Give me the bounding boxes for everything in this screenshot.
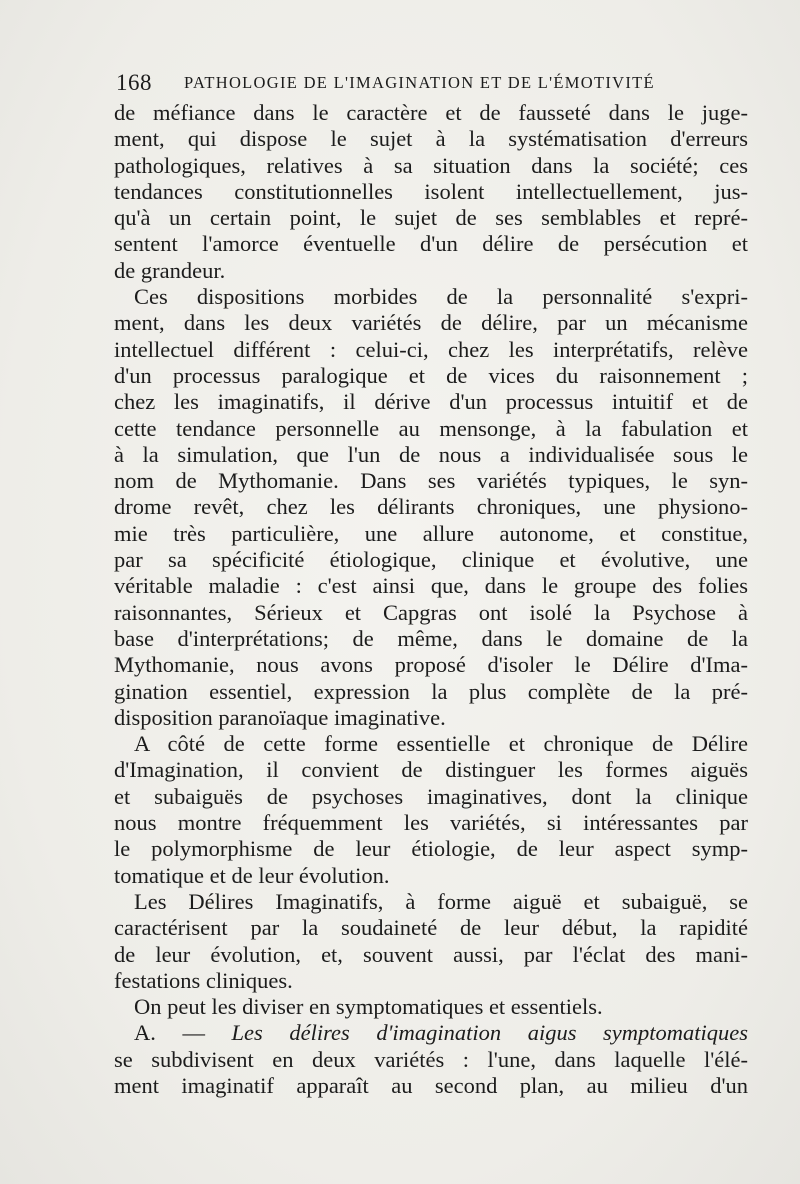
- text-line: ment, qui dispose le sujet à la systématisation d'erreurs: [114, 126, 748, 152]
- text-line: caractérisent par la soudaineté de leur début, la rapidité: [114, 915, 748, 941]
- text-line: raisonnantes, Sérieux et Capgras ont isolé la Psychose à: [114, 599, 748, 625]
- text-line: A côté de cette forme essentielle et chronique de Délire: [134, 731, 748, 757]
- text-line: sentent l'amorce éventuelle d'un délire de persécution et: [114, 231, 748, 257]
- text-line: à la simulation, que l'un de nous a individualisée sous le: [114, 441, 748, 467]
- text-line: festations cliniques.: [114, 967, 293, 993]
- text-line: de méfiance dans le caractère et de fausseté dans le juge-: [114, 100, 748, 125]
- text-line: de leur évolution, et, souvent aussi, par l'éclat des mani-: [114, 941, 748, 967]
- section-dash: —: [182, 1020, 205, 1046]
- text-line: mie très particulière, une allure autonome, et constitue,: [114, 520, 748, 546]
- text-line: cette tendance personnelle au mensonge, à la fabulation et: [114, 415, 748, 441]
- text-line: nous montre fréquemment les variétés, si intéressantes par: [114, 810, 748, 836]
- text-line: le polymorphisme de leur étiologie, de leur aspect symp-: [114, 836, 748, 862]
- text-line: Ces dispositions morbides de la personnalité s'expri-: [134, 284, 748, 310]
- text-line: tomatique et de leur évolution.: [114, 862, 390, 888]
- section-a-line: [114, 1020, 748, 1046]
- section-marker: A.: [134, 1020, 156, 1046]
- running-title: PATHOLOGIE DE L'IMAGINATION ET DE L'ÉMOTIVITÉ: [184, 73, 655, 92]
- text-line: chez les imaginatifs, il dérive d'un processus intuitif et de: [114, 389, 748, 415]
- page-header: [116, 70, 756, 100]
- text-line: d'Imagination, il convient de distinguer les formes aiguës: [114, 757, 748, 783]
- text-line: drome revêt, chez les délirants chroniques, une physiono-: [114, 494, 748, 520]
- text-line: intellectuel différent : celui-ci, chez les interprétatifs, relève: [114, 336, 748, 362]
- text-line: et subaiguës de psychoses imaginatives, dont la clinique: [114, 783, 748, 809]
- text-line: par sa spécificité étiologique, clinique et évolutive, une: [114, 547, 748, 573]
- text-line: d'un processus paralogique et de vices du raisonnement ;: [114, 362, 748, 388]
- text-line: nom de Mythomanie. Dans ses variétés typiques, le syn-: [114, 468, 748, 494]
- text-line: de grandeur.: [114, 257, 226, 283]
- text-line: tendances constitutionnelles isolent intellectuellement, jus-: [114, 178, 748, 204]
- text-line: qu'à un certain point, le sujet de ses semblables et repré-: [114, 205, 748, 231]
- text-line: pathologiques, relatives à sa situation dans la société; ces: [114, 152, 748, 178]
- text-line: gination essentiel, expression la plus complète de la pré-: [114, 678, 748, 704]
- text-line: ment, dans les deux variétés de délire, par un mécanisme: [114, 310, 748, 336]
- text-line: On peut les diviser en symptomatiques et essentiels.: [134, 994, 603, 1020]
- text-line: Mythomanie, nous avons proposé d'isoler le Délire d'Ima-: [114, 652, 748, 678]
- text-line: base d'interprétations; de même, dans le domaine de la: [114, 625, 748, 651]
- page-number: 168: [116, 70, 152, 95]
- text-line: disposition paranoïaque imaginative.: [114, 704, 446, 730]
- section-italic-title: Les délires d'imagination aigus symptomatiques: [231, 1020, 749, 1046]
- text-line: se subdivisent en deux variétés : l'une, dans laquelle l'élé-: [114, 1046, 748, 1072]
- text-line: véritable maladie : c'est ainsi que, dans le groupe des folies: [114, 573, 748, 599]
- text-line: Les Délires Imaginatifs, à forme aiguë et subaiguë, se: [134, 888, 748, 914]
- text-line: ment imaginatif apparaît au second plan, au milieu d'un: [114, 1072, 748, 1098]
- body-text: [114, 100, 748, 1099]
